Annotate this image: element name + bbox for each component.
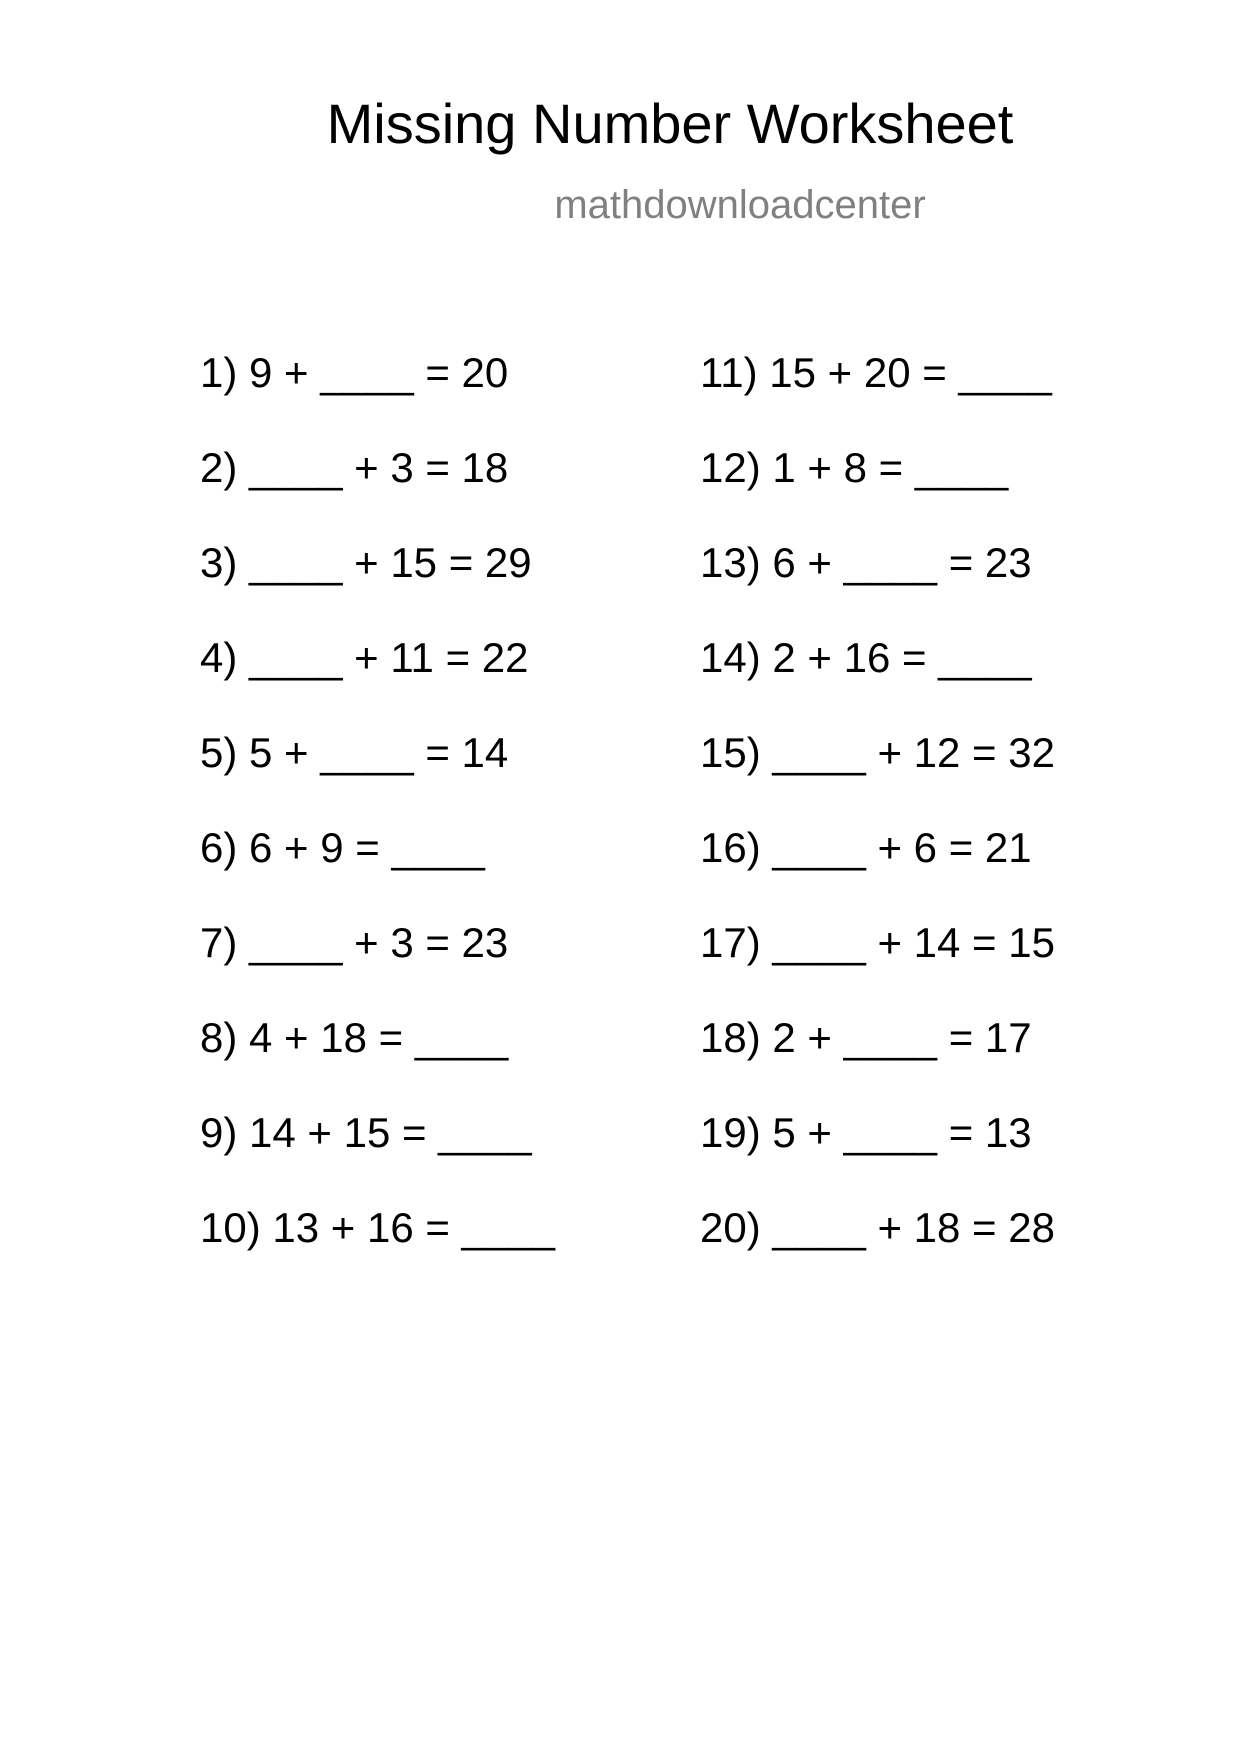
problem-7: 7) ____ + 3 = 23 bbox=[200, 919, 509, 966]
problem-3: 3) ____ + 15 = 29 bbox=[200, 539, 532, 586]
problem-20: 20) ____ + 18 = 28 bbox=[700, 1204, 1055, 1251]
problem-4: 4) ____ + 11 = 22 bbox=[200, 634, 529, 681]
problem-13: 13) 6 + ____ = 23 bbox=[700, 539, 1032, 586]
problem-15: 15) ____ + 12 = 32 bbox=[700, 729, 1055, 776]
problem-16: 16) ____ + 6 = 21 bbox=[700, 824, 1032, 871]
problems-column-left bbox=[200, 349, 555, 1302]
problem-11: 11) 15 + 20 = ____ bbox=[700, 349, 1052, 396]
problem-6: 6) 6 + 9 = ____ bbox=[200, 824, 485, 871]
worksheet-title: Missing Number Worksheet bbox=[326, 92, 1014, 155]
problem-19: 19) 5 + ____ = 13 bbox=[700, 1109, 1032, 1156]
problem-1: 1) 9 + ____ = 20 bbox=[200, 349, 509, 396]
problem-9: 9) 14 + 15 = ____ bbox=[200, 1109, 532, 1156]
problem-17: 17) ____ + 14 = 15 bbox=[700, 919, 1055, 966]
problem-2: 2) ____ + 3 = 18 bbox=[200, 444, 509, 491]
worksheet-source: mathdownloadcenter bbox=[554, 183, 926, 227]
problem-5: 5) 5 + ____ = 14 bbox=[200, 729, 509, 776]
problem-10: 10) 13 + 16 = ____ bbox=[200, 1204, 555, 1251]
problems-column-right bbox=[700, 349, 1055, 1302]
problem-12: 12) 1 + 8 = ____ bbox=[700, 444, 1009, 491]
problem-14: 14) 2 + 16 = ____ bbox=[700, 634, 1032, 681]
problem-8: 8) 4 + 18 = ____ bbox=[200, 1014, 509, 1061]
problem-18: 18) 2 + ____ = 17 bbox=[700, 1014, 1032, 1061]
